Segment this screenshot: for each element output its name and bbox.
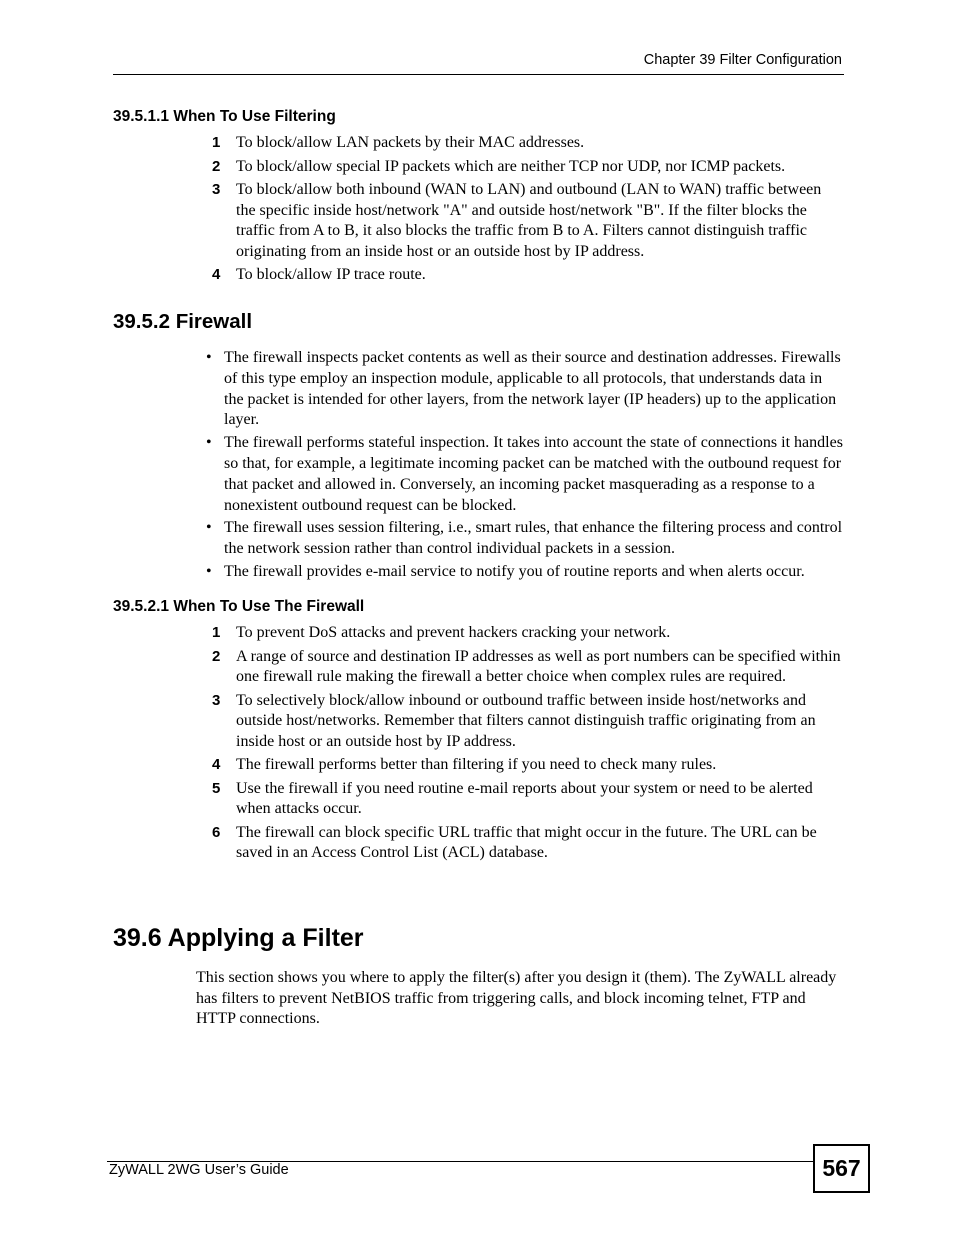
chapter-header: Chapter 39 Filter Configuration <box>643 52 842 68</box>
step-number: 4 <box>212 756 221 773</box>
list-item <box>0 348 844 431</box>
step-number: 3 <box>212 181 221 198</box>
step-text: The firewall can block specific URL traffic that might occur in the future. The URL can be saved in an Access Control List (ACL) database. <box>236 823 817 861</box>
list-item <box>0 755 841 776</box>
heading-when-to-use-firewall: 39.5.2.1 When To Use The Firewall <box>113 598 365 615</box>
list-item <box>0 180 841 262</box>
applying-filter-paragraph: This section shows you where to apply the filter(s) after you design it (them). The ZyWALL already has filters to prevent NetBIOS traffic from triggering calls, and block incoming telnet, FTP and HTTP connections. <box>196 969 837 1027</box>
step-text: To block/allow both inbound (WAN to LAN) and outbound (LAN to WAN) traffic between the specific inside host/network "A" and outside host/network "B". If the filter blocks the traffic from A to B, it also blocks the traffic from B to A. Filters cannot distinguish traffic originating from an inside host or an outside host by IP address. <box>236 181 822 260</box>
step-number: 3 <box>212 691 221 709</box>
bullet-text: The firewall inspects packet contents as well as their source and destination addresses. Firewalls of this type employ an inspection module, applicable to all protocols, that understands data in the packet is intended for other layers, from the network layer (IP headers) up to the application layer. <box>224 349 841 429</box>
step-text: To block/allow special IP packets which are neither TCP nor UDP, nor ICMP packets. <box>236 157 786 175</box>
list-item <box>0 265 841 286</box>
list-item <box>0 823 841 864</box>
step-text: To prevent DoS attacks and prevent hackers cracking your network. <box>236 624 671 641</box>
list-item <box>0 518 844 560</box>
bullet-icon: • <box>206 434 212 452</box>
step-number: 2 <box>212 157 221 175</box>
firewall-steps-list <box>0 623 954 867</box>
bullet-text: The firewall uses session filtering, i.e., smart rules, that enhance the filtering process and control the network session rather than control individual packets in a session. <box>224 519 843 558</box>
firewall-bullets-list <box>0 348 954 585</box>
step-number: 1 <box>212 624 221 641</box>
heading-firewall: 39.5.2 Firewall <box>113 310 253 333</box>
list-item <box>0 133 841 154</box>
list-item <box>0 647 841 688</box>
list-item <box>0 691 841 753</box>
heading-when-to-use-filtering: 39.5.1.1 When To Use Filtering <box>113 108 336 125</box>
list-item <box>0 157 841 178</box>
step-text: To selectively block/allow inbound or outbound traffic between inside host/networks and outside host/networks. Remember that filters cannot distinguish traffic originating from an inside host or an outside host by IP address. <box>236 691 816 750</box>
step-number: 5 <box>212 779 221 797</box>
bullet-text: The firewall provides e-mail service to notify you of routine reports and when alerts occur. <box>224 562 805 580</box>
list-item <box>0 779 841 820</box>
step-text: The firewall performs better than filtering if you need to check many rules. <box>236 756 717 773</box>
step-text: Use the firewall if you need routine e-mail reports about your system or need to be alerted when attacks occur. <box>236 779 813 817</box>
bullet-text: The firewall performs stateful inspection. It takes into account the state of connections it handles so that, for example, a legitimate incoming packet can be matched with the outbound request for that packet and allowed in. Conversely, an incoming packet masquerading as a response to a nonexistent outbound request can be blocked. <box>224 434 843 514</box>
step-number: 2 <box>212 647 221 665</box>
step-number: 1 <box>212 134 221 151</box>
header-divider <box>113 74 844 75</box>
filtering-steps-list <box>0 133 954 289</box>
list-item <box>0 562 844 583</box>
step-text: A range of source and destination IP addresses as well as port numbers can be specified within one firewall rule making the firewall a better choice when complex rules are required. <box>236 647 841 685</box>
bullet-icon: • <box>206 349 212 366</box>
bullet-icon: • <box>206 519 212 537</box>
heading-applying-a-filter: 39.6 Applying a Filter <box>113 924 364 952</box>
list-item <box>0 433 844 516</box>
step-number: 6 <box>212 823 221 841</box>
list-item <box>0 623 841 644</box>
step-number: 4 <box>212 266 221 283</box>
guide-title: ZyWALL 2WG User’s Guide <box>109 1162 289 1178</box>
bullet-icon: • <box>206 562 212 580</box>
step-text: To block/allow IP trace route. <box>236 266 426 283</box>
step-text: To block/allow LAN packets by their MAC addresses. <box>236 134 585 151</box>
page-number: 567 <box>813 1144 870 1193</box>
